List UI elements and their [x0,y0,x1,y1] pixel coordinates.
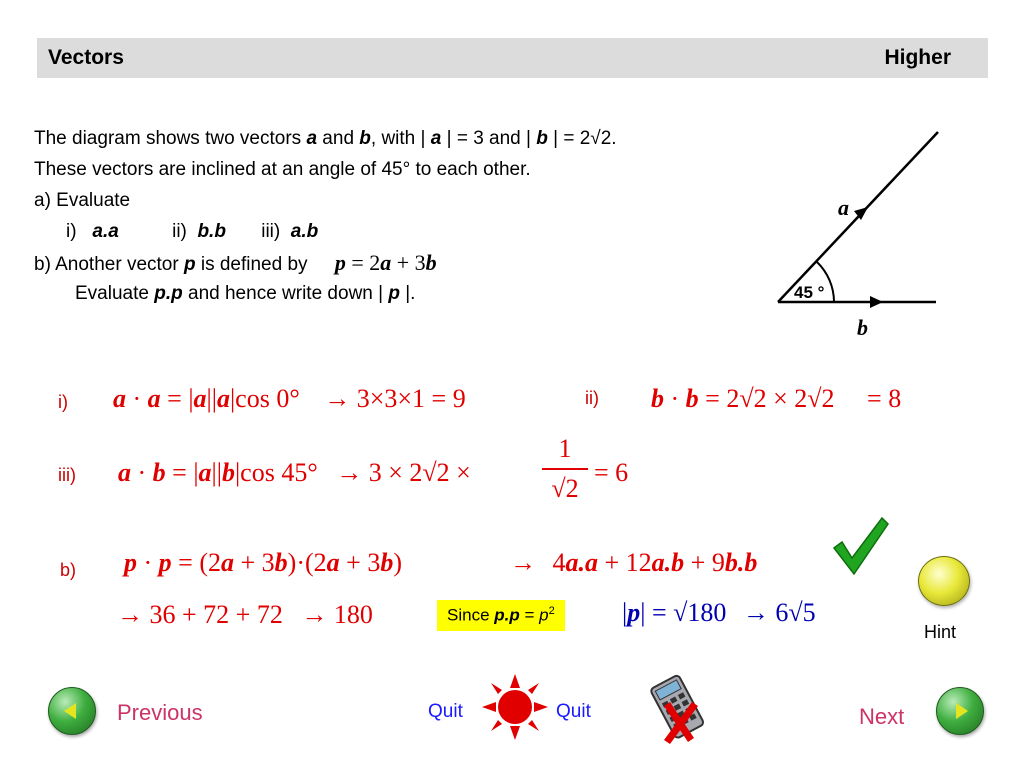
sym-p: p [158,548,172,577]
sym-text: + 9 [684,548,725,577]
sym-text: · [126,384,148,413]
next-link[interactable]: Next [859,704,905,729]
formula-p: p [334,250,346,275]
question-line-5 [34,252,437,276]
sym-text: = 2√2 × 2√2 [698,384,835,413]
question-text: and [317,128,360,149]
hint-label[interactable]: Hint [924,622,957,642]
fraction-denominator: √2 [551,474,579,503]
solution-iii-working [118,458,471,488]
quit-sun-icon[interactable] [482,674,548,740]
p-definition-formula [335,252,437,274]
since-note-box [437,600,565,631]
question-text: Evaluate [75,283,155,304]
arrow: → [510,548,536,577]
solution-i-working [113,384,466,414]
vector-p-label: p [388,283,400,304]
quit-link-left[interactable]: Quit [428,701,463,722]
level-label: Higher [884,46,951,69]
diagram-angle-label: 45 ° [794,283,825,302]
part-i-label: i) [66,221,77,242]
sym-text: || [211,458,222,487]
formula-text: + 3 [391,250,426,275]
sym-b: b [651,384,664,413]
question-text: | = 2√2. [547,128,617,149]
solution-iii-result: = 6 [594,458,629,487]
sym-b: b [221,458,235,487]
question-text: b) Another vector [34,254,184,275]
sym-text: + 12 [598,548,652,577]
sym-a: a [113,384,126,413]
vector-p-label: p [183,254,196,275]
formula-b: b [425,250,437,275]
question-line-4 [66,221,318,243]
solution-b-expansion [124,548,402,578]
since-pp: p.p [494,605,520,625]
sym-p: p [627,598,641,627]
since-sup: 2 [548,605,555,617]
sym-b: b [274,548,288,577]
sym-b: b [152,458,166,487]
sym-text: + 3 [234,548,275,577]
question-line-3: a) Evaluate [34,190,131,211]
sym-text: 4 [546,548,566,577]
quit-link-right[interactable]: Quit [556,701,591,722]
sum-result: 180 [327,600,373,629]
solution-ii-working [651,384,901,414]
arrow: → [742,598,769,627]
question-text: , with | [370,128,431,149]
page-title: Vectors [48,46,124,69]
sym-text: = (2 [171,548,221,577]
sym-b: b [685,384,699,413]
sym-aa: a.a [565,548,598,577]
sym-a: a [216,384,230,413]
sym-text: = √180 [645,598,727,627]
vector-b-arrowhead [870,296,883,308]
arrow: → [117,600,143,629]
sym-text: · [664,384,686,413]
formula-a: a [380,250,392,275]
vector-a-label: a [430,128,442,149]
since-text: Since [447,605,495,625]
solution-b-label: b) [60,560,77,580]
previous-button[interactable] [48,687,96,735]
sym-a: a [193,384,207,413]
arrow: → [324,384,351,413]
left-arrow-icon [49,688,95,734]
since-p: p [539,605,549,625]
sym-b: b [380,548,394,577]
vector-a-line [778,132,938,302]
sym-text: = | [160,384,194,413]
question-line-2: These vectors are inclined at an angle of 45° to each other. [34,159,531,180]
sym-a: a [118,458,131,487]
sym-a: a [326,548,340,577]
part-iii-expression: a.b [290,221,319,242]
question-text: is defined by [195,254,308,275]
part-ii-label: ii) [172,221,187,242]
question-line-1 [34,128,617,150]
arrow: → [301,600,328,629]
solution-iii-label: iii) [58,465,76,485]
sym-a: a [221,548,234,577]
solution-i-label: i) [58,392,68,412]
sym-text: · [131,458,153,487]
sym-text: |cos 0° [229,384,300,413]
header-bar [37,38,988,78]
solution-ii-result: = 8 [867,384,902,413]
vector-b-label: b [536,128,548,149]
question-text: | = 3 and | [441,128,537,149]
hint-button[interactable] [918,556,970,606]
sym-text: ) [393,548,402,577]
diagram-label-a: a [838,195,849,220]
sym-text: + 3 [339,548,381,577]
solution-i-result: 3×3×1 = 9 [350,384,466,413]
sym-text: · [137,548,159,577]
solution-b-sum [117,600,373,630]
solution-b-expanded [510,548,757,578]
solution-ii-label: ii) [585,388,599,408]
question-text: |. [399,283,416,304]
vector-b-label: b [359,128,371,149]
diagram-label-b: b [857,315,868,340]
vector-diagram [760,120,960,350]
p-dot-p-label: p.p [154,283,183,304]
no-calculator-icon [648,670,710,746]
formula-text: = 2 [345,250,381,275]
question-line-6 [75,283,415,305]
check-icon [830,514,890,576]
final-result: 6√5 [768,598,816,627]
sum-text: 36 + 72 + 72 [143,600,283,629]
part-ii-expression: b.b [197,221,226,242]
sym-p: p [124,548,137,577]
sym-a: a [147,384,161,413]
sym-bb: b.b [724,548,758,577]
question-text: and hence write down | [182,283,389,304]
sym-text: |cos 45° [234,458,318,487]
arrow: → [336,458,363,487]
vector-a-label: a [306,128,318,149]
sym-text: )·(2 [287,548,327,577]
next-button[interactable] [936,687,984,735]
fraction-numerator: 1 [558,434,572,463]
previous-link[interactable]: Previous [117,700,203,725]
final-magnitude [622,598,816,628]
sym-text: 3 × 2√2 × [362,458,471,487]
sym-text: || [206,384,217,413]
fraction-bar [542,468,588,470]
sym-bar: | [622,598,628,627]
part-iii-label: iii) [261,221,281,242]
question-text: The diagram shows two vectors [34,128,307,149]
sym-text: = | [165,458,199,487]
since-text: = [519,605,540,625]
sym-ab: a.b [651,548,685,577]
sym-a: a [198,458,212,487]
part-i-expression: a.a [92,221,119,242]
right-arrow-icon [937,688,983,734]
sym-bar: | [640,598,646,627]
